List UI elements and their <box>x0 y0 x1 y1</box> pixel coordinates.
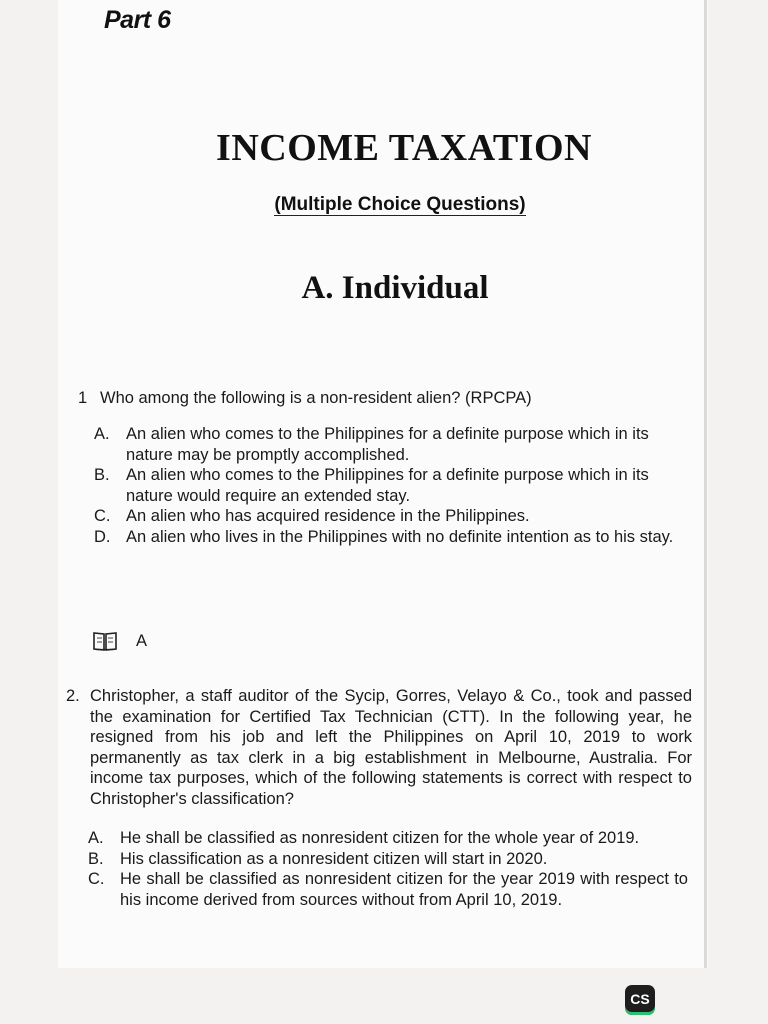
choice-b <box>88 849 688 870</box>
choice-c <box>94 506 694 527</box>
choice-text: His classification as a nonresident citizen will start in 2020. <box>120 849 548 868</box>
open-book-icon <box>92 630 118 652</box>
choice-c <box>88 869 688 910</box>
choice-letter: A. <box>94 425 110 443</box>
choice-text: An alien who comes to the Philippines for a definite purpose which in its nature would require an extended stay. <box>126 466 649 505</box>
choice-b <box>94 465 694 506</box>
choice-text: An alien who comes to the Philippines for a definite purpose which in its nature may be promptly accomplished. <box>126 425 649 464</box>
page-title: INCOME TAXATION <box>216 127 592 169</box>
question-number: 1 <box>78 389 88 407</box>
choice-text: An alien who lives in the Philippines with no definite intention as to his stay. <box>126 527 674 546</box>
choice-text: He shall be classified as nonresident citizen for the whole year of 2019. <box>120 829 640 847</box>
choice-d <box>94 527 694 548</box>
question-2 <box>66 686 692 809</box>
question-number: 2. <box>66 687 80 705</box>
choice-a <box>94 424 694 465</box>
camscanner-logo: CS <box>625 985 655 1015</box>
choice-letter: B. <box>88 849 104 868</box>
choice-text: He shall be classified as nonresident citizen for the year 2019 with respect to his income derived from sources without from April 10, 2019. <box>120 870 688 909</box>
choice-letter: C. <box>94 507 111 525</box>
answer-row <box>92 630 147 652</box>
subtitle-text: (Multiple Choice Questions) <box>274 194 526 215</box>
section-heading: A. Individual <box>301 270 489 306</box>
question-text: Christopher, a staff auditor of the Sycip, Gorres, Velayo & Co., took and passed the examination for Certified Tax Technician (CTT). In the following year, he resigned from his job and left the Philippines on April 10, 2019 to work permanently as tax clerk in a big establishment in Melbourne, Australia. For income tax purposes, which of the following statements is correct with respect to Christopher's classification? <box>90 687 692 808</box>
choice-letter: C. <box>88 870 105 888</box>
choice-letter: B. <box>94 466 110 484</box>
choice-text: An alien who has acquired residence in the Philippines. <box>126 507 530 525</box>
question-1-choices <box>94 424 694 547</box>
question-text: Who among the following is a non-resident alien? (RPCPA) <box>100 389 532 407</box>
page-subtitle <box>0 194 768 216</box>
choice-a <box>88 828 688 849</box>
answer-text: A <box>136 631 148 650</box>
choice-letter: D. <box>94 527 111 546</box>
choice-letter: A. <box>88 829 104 847</box>
question-2-choices <box>88 828 688 910</box>
part-heading: Part 6 <box>104 6 171 34</box>
